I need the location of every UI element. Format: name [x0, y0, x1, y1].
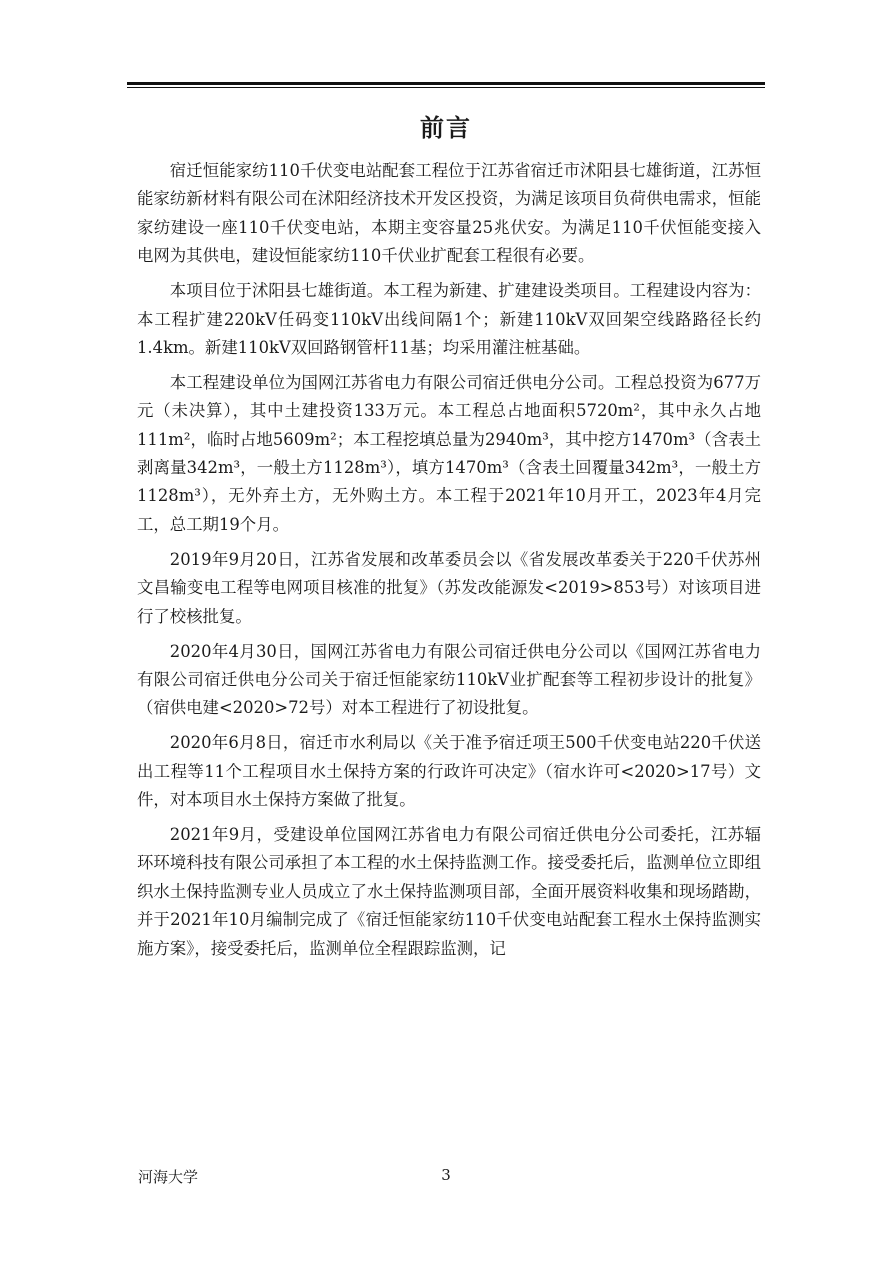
header-rule-thick: [127, 82, 765, 85]
header-rule-thin: [127, 87, 765, 88]
paragraph: 2020年4月30日，国网江苏省电力有限公司宿迁供电分公司以《国网江苏省电力有限公司宿迁供电分公司关于宿迁恒能家纺110kV业扩配套等工程初步设计的批复》（宿供电建<2020>72号）对本工程进行了初设批复。: [137, 641, 761, 718]
paragraph: 宿迁恒能家纺110千伏变电站配套工程位于江苏省宿迁市沭阳县七雄街道，江苏恒能家纺新材料有限公司在沭阳经济技术开发区投资，为满足该项目负荷供电需求，恒能家纺建设一座110千伏变电站，本期主变容量25兆伏安。为满足110千伏恒能变接入电网为其供电，建设恒能家纺110千伏业扩配套工程很有必要。: [137, 161, 761, 266]
paragraph: 本工程建设单位为国网江苏省电力有限公司宿迁供电分公司。工程总投资为677万元（未决算），其中土建投资133万元。本工程总占地面积5720m²，其中永久占地111m²，临时占地5609m²；本工程挖填总量为2940m³，其中挖方1470m³（含表土剥离量342m³，一般土方1128m³），填方1470m³（含表土回覆量342m³，一般土方1128m³），无外弃土方，无外购土方。本工程于2021年10月开工，2023年4月完工，总工期19个月。: [137, 372, 761, 534]
body-text: [137, 157, 761, 969]
footer-page-number: 3: [441, 1166, 451, 1184]
paragraph: 本项目位于沭阳县七雄街道。本工程为新建、扩建建设类项目。工程建设内容为：本工程扩建220kV任码变110kV出线间隔1个；新建110kV双回架空线路路径长约1.4km。新建110kV双回路钢管杆11基；均采用灌注桩基础。: [137, 281, 761, 357]
paragraph: 2019年9月20日，江苏省发展和改革委员会以《省发展改革委关于220千伏苏州文昌输变电工程等电网项目核准的批复》（苏发改能源发<2019>853号）对该项目进行了校核批复。: [137, 549, 761, 626]
paragraph: 2020年6月8日，宿迁市水利局以《关于准予宿迁项王500千伏变电站220千伏送出工程等11个工程项目水土保持方案的行政许可决定》（宿水许可<2020>17号）文件，对本项目水土保持方案做了批复。: [137, 733, 761, 810]
page-title: 前言: [420, 114, 472, 142]
footer-institution: 河海大学: [138, 1168, 199, 1186]
paragraph: 2021年9月，受建设单位国网江苏省电力有限公司宿迁供电分公司委托，江苏辐环环境科技有限公司承担了本工程的水土保持监测工作。接受委托后，监测单位立即组织水土保持监测专业人员成立了水土保持监测项目部，全面开展资料收集和现场踏勘，并于2021年10月编制完成了《宿迁恒能家纺110千伏变电站配套工程水土保持监测实施方案》，接受委托后，监测单位全程跟踪监测，记: [137, 824, 761, 958]
